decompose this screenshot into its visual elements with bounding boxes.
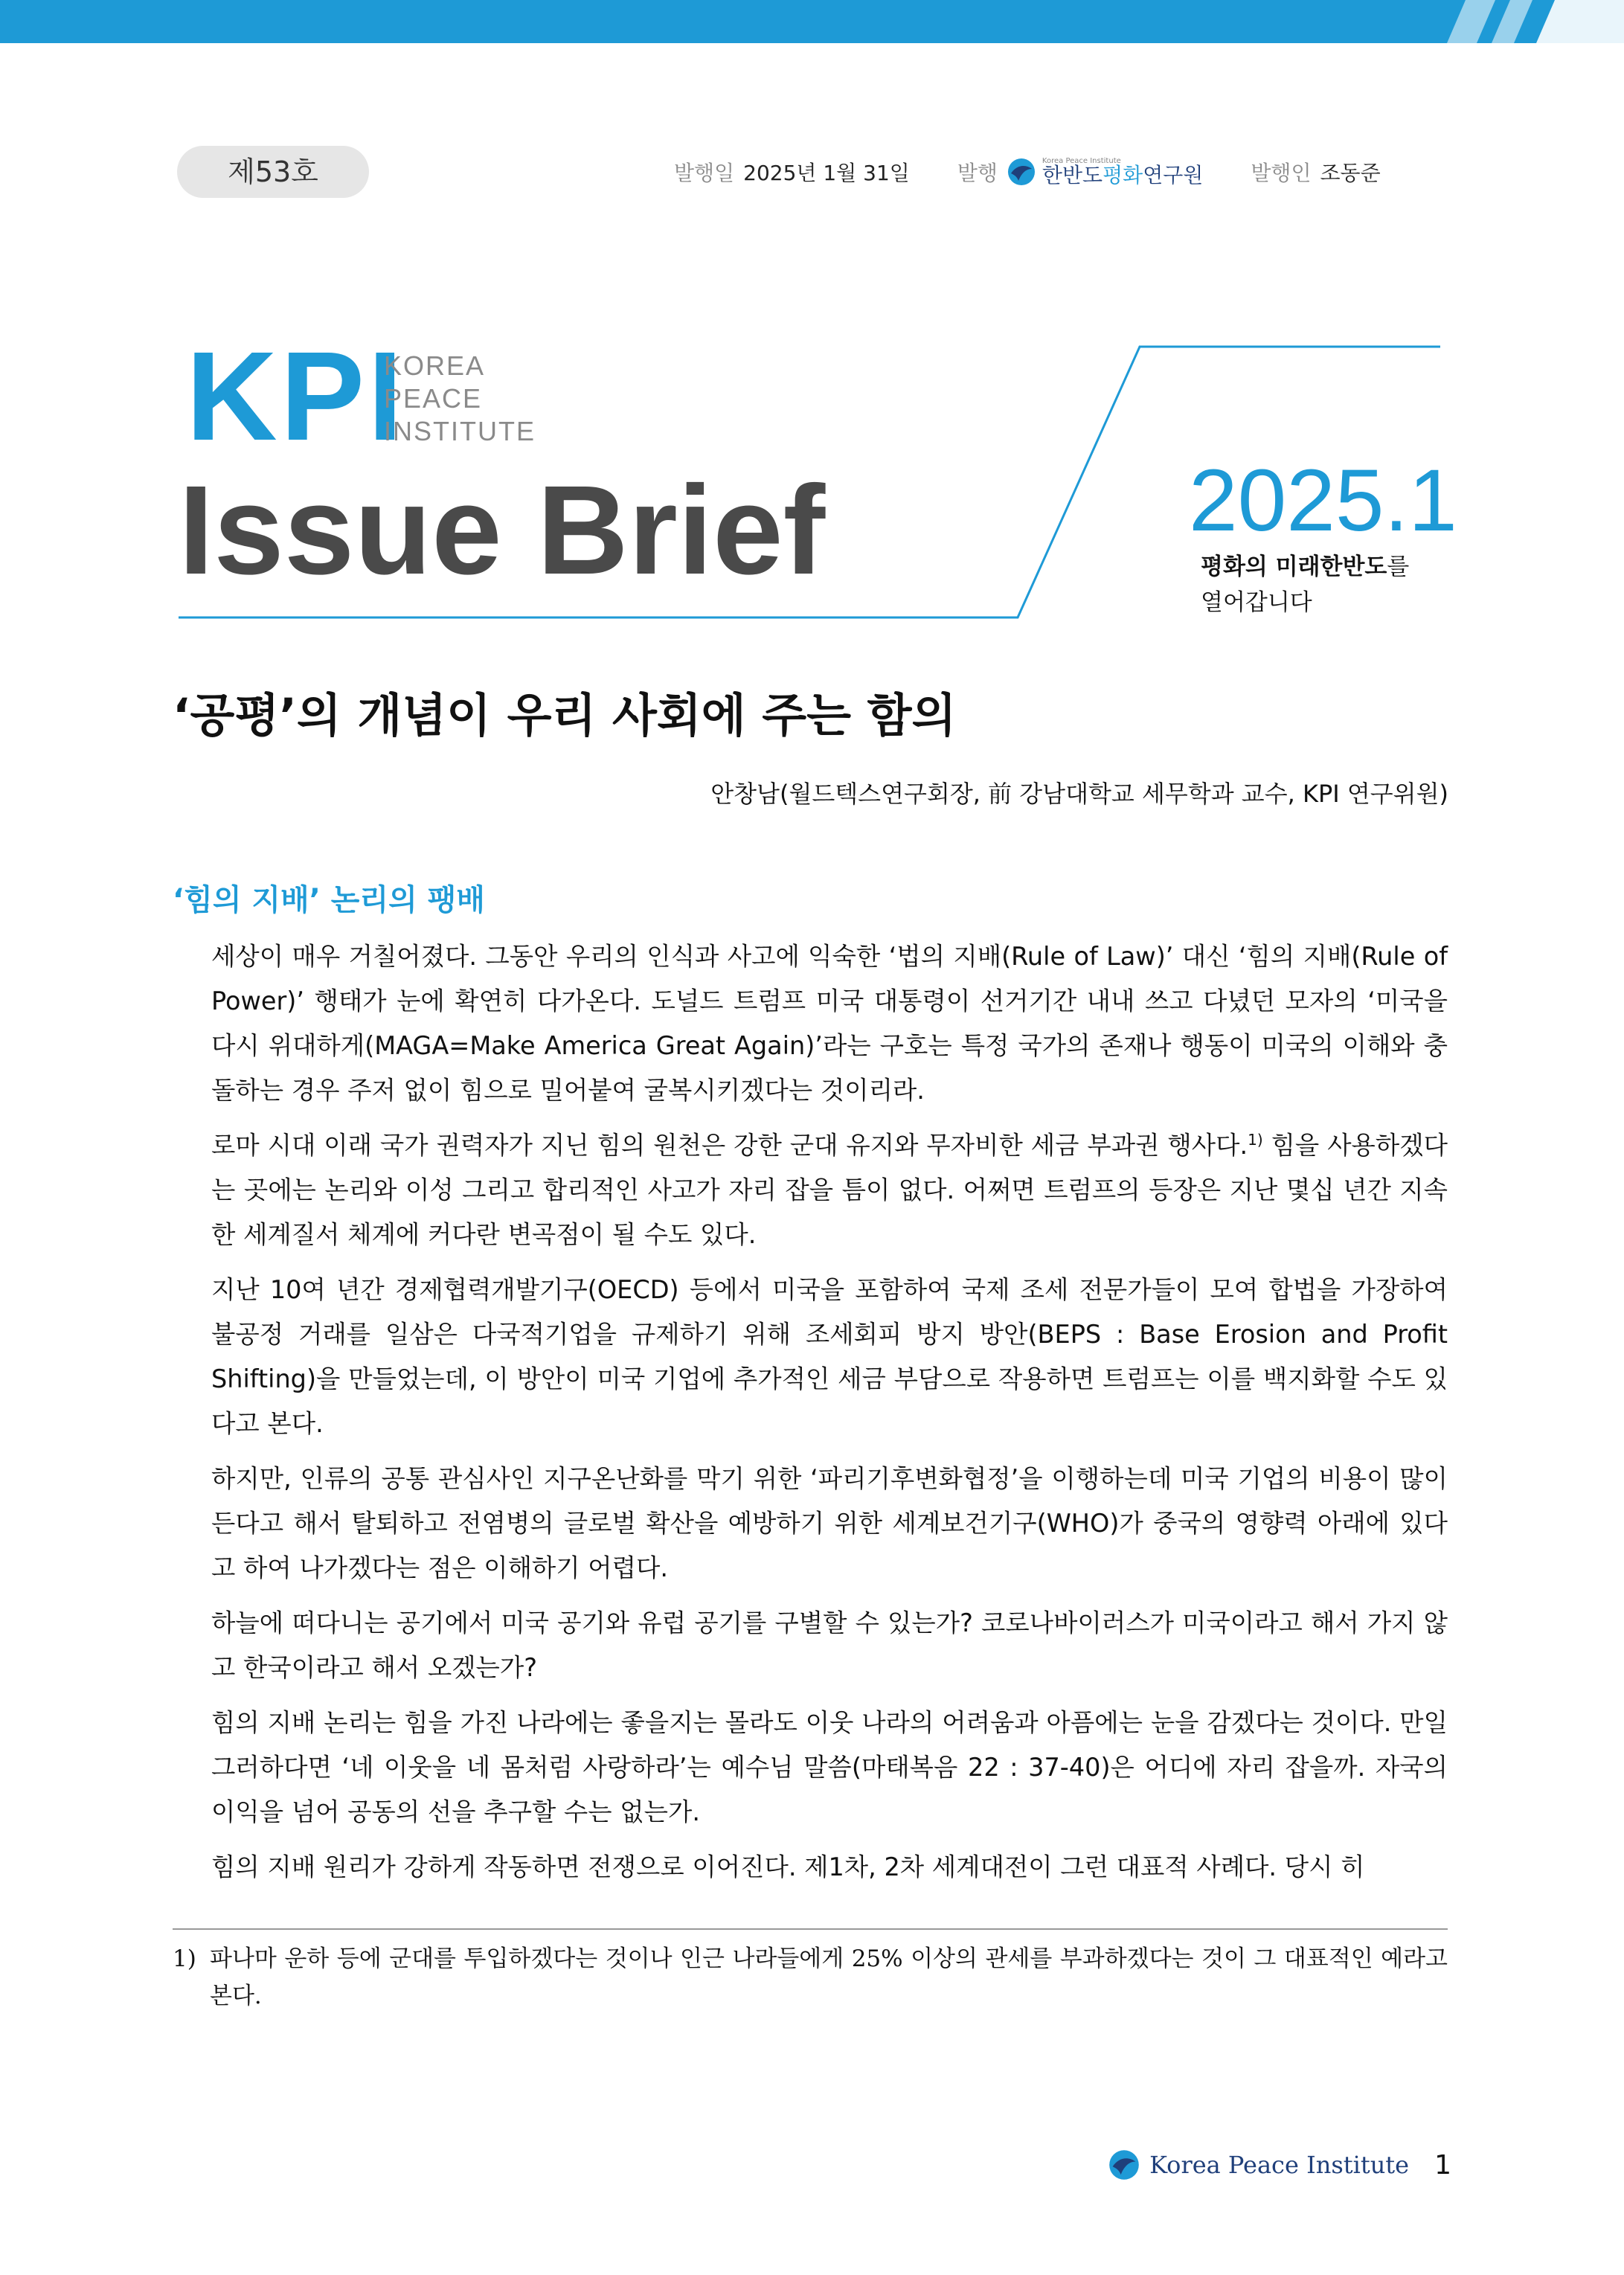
paragraph-7: 힘의 지배 원리가 강하게 작동하면 전쟁으로 이어진다. 제1차, 2차 세계대전이 그런 대표적 사례다. 당시 히 bbox=[211, 1852, 1365, 1881]
section-heading: ‘힘의 지배’ 논리의 팽배 bbox=[173, 883, 485, 917]
slogan-rest: 를 bbox=[1387, 553, 1410, 580]
kpi-subtitle bbox=[384, 350, 536, 448]
publish-date: 2025년 1월 31일 bbox=[743, 161, 910, 185]
paragraph-2-part2: 힘을 사용하겠다는 곳에는 논리와 이성 그리고 합리적인 사고가 자리 잡을 틈이 없다. 어쩌면 트럼프의 등장은 지난 몇십 년간 지속한 세계질서 체계에 커다란 변곡점이 될 수도 있다. bbox=[211, 1131, 1448, 1249]
top-accent-bar bbox=[0, 0, 1624, 43]
paragraph-4: 하지만, 인류의 공통 관심사인 지구온난화를 막기 위한 ‘파리기후변화협정’을 이행하는데 미국 기업의 비용이 많이 든다고 해서 탈퇴하고 전염병의 글로벌 확산을 예방하기 위한 세계보건기구(WHO)가 중국의 영향력 아래에 있다고 하여 나가겠다는 점은 이해하기 어렵다. bbox=[211, 1464, 1448, 1582]
paragraph-6: 힘의 지배 논리는 힘을 가진 나라에는 좋을지는 몰라도 이웃 나라의 어려움과 아픔에는 눈을 감겠다는 것이다. 만일 그러하다면 ‘네 이웃을 네 몸처럼 사랑하라’는 예수님 말씀(마태복음 22 : 37-40)은 어디에 자리 잡을까. 자국의 이익을 넘어 공동의 선을 추구할 수는 없는가. bbox=[211, 1708, 1448, 1826]
kpi-logo-text: KPI bbox=[186, 326, 406, 467]
footnote bbox=[173, 1940, 1448, 2015]
footnote-text: 파나마 운하 등에 군대를 투입하겠다는 것이나 인근 나라들에게 25% 이상의 관세를 부과하겠다는 것이 그 대표적인 예라고 본다. bbox=[210, 1945, 1448, 2009]
issue-year: 2025.1 bbox=[1189, 452, 1457, 550]
article-body bbox=[211, 934, 1448, 1900]
issuer-name: 조동준 bbox=[1320, 161, 1381, 185]
kpi-subtitle-line3: INSTITUTE bbox=[384, 416, 536, 446]
kpi-subtitle-line2: PEACE bbox=[384, 383, 483, 414]
issue-number-badge: 제53호 bbox=[177, 146, 369, 198]
publisher-name-1: 한반도 bbox=[1042, 163, 1103, 187]
footer-brand: Korea Peace Institute bbox=[1149, 2151, 1410, 2179]
paragraph-5: 하늘에 떠다니는 공기에서 미국 공기와 유럽 공기를 구별할 수 있는가? 코로나바이러스가 미국이라고 해서 가지 않고 한국이라고 해서 오겠는가? bbox=[211, 1608, 1448, 1682]
issue-brief-title: Issue Brief bbox=[179, 460, 826, 601]
paragraph-1: 세상이 매우 거칠어졌다. 그동안 우리의 인식과 사고에 익숙한 ‘법의 지배(Rule of Law)’ 대신 ‘힘의 지배(Rule of Power)’ 행태가 눈에 확연히 다가온다. 도널드 트럼프 미국 대통령이 선거기간 내내 쓰고 다녔던 모자의 ‘미국을 다시 위대하게(MAGA=Make America Great Again)’라는 구호는 특정 국가의 존재나 행동이 미국의 이해와 충돌하는 경우 주저 없이 힘으로 밀어붙여 굴복시키겠다는 것이리라. bbox=[211, 942, 1448, 1105]
issuer-label: 발행인 bbox=[1251, 161, 1312, 185]
slogan bbox=[1201, 549, 1409, 620]
publisher-name-2: 평화 bbox=[1103, 163, 1143, 187]
slogan-bold: 평화의 미래한반도 bbox=[1201, 553, 1387, 580]
publish-date-label: 발행일 bbox=[674, 161, 735, 185]
publication-meta bbox=[674, 153, 1381, 190]
paragraph-2-part1: 로마 시대 이래 국가 권력자가 지닌 힘의 원천은 강한 군대 유지와 무자비한 세금 부과권 행사다. bbox=[211, 1131, 1248, 1160]
article-title: ‘공평’의 개념이 우리 사회에 주는 함의 bbox=[173, 688, 957, 742]
publisher-logo bbox=[1007, 157, 1203, 187]
top-bar-stripes bbox=[0, 0, 1624, 43]
footnote-divider bbox=[173, 1928, 1448, 1930]
publisher-logo-caption: Korea Peace Institute bbox=[1042, 157, 1121, 165]
paragraph-3: 지난 10여 년간 경제협력개발기구(OECD) 등에서 미국을 포함하여 국제 조세 전문가들이 모여 합법을 가장하여 불공정 거래를 일삼은 다국적기업을 규제하기 위해 조세회피 방지 방안(BEPS : Base Erosion and Profit Shifting)을 만들었는데, 이 방안이 미국 기업에 추가적인 세금 부담으로 작용하면 트럼프는 이를 백지화할 수도 있다고 본다. bbox=[211, 1275, 1448, 1438]
dove-logo-icon bbox=[1108, 2149, 1140, 2181]
dove-logo-icon bbox=[1007, 157, 1036, 187]
footnote-number: 1) bbox=[173, 1945, 196, 1972]
slogan-line2: 열어갑니다 bbox=[1201, 589, 1312, 616]
footnote-reference[interactable]: 1) bbox=[1248, 1130, 1263, 1149]
article-author: 안창남(월드텍스연구회장, 前 강남대학교 세무학과 교수, KPI 연구위원) bbox=[710, 780, 1448, 808]
page-number: 1 bbox=[1434, 2149, 1451, 2181]
paragraph-2 bbox=[211, 1123, 1448, 1257]
publisher-label: 발행 bbox=[957, 161, 998, 185]
kpi-subtitle-line1: KOREA bbox=[384, 350, 486, 381]
publisher-name-3: 연구원 bbox=[1143, 163, 1204, 187]
page-footer bbox=[1108, 2149, 1451, 2181]
